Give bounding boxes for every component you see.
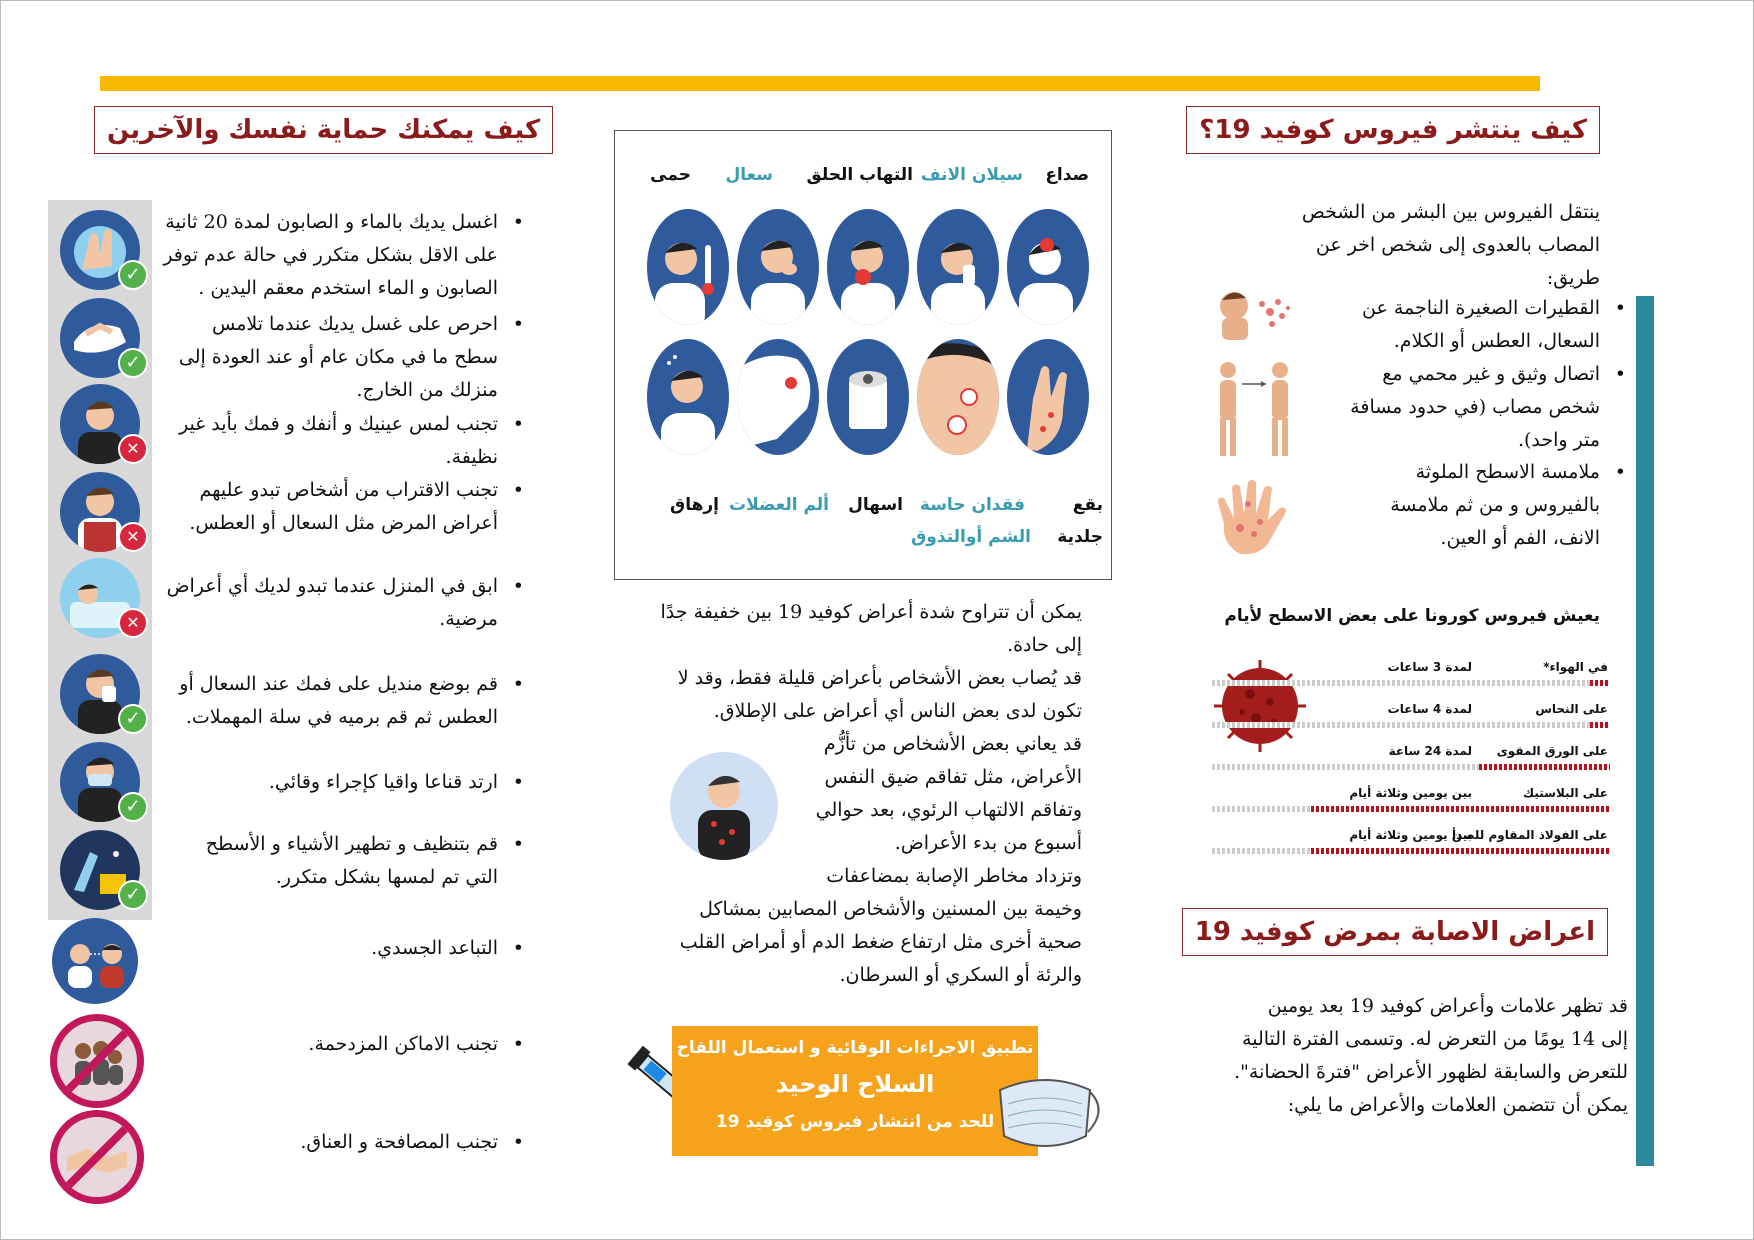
survival-surface-label: في الهواء*	[1543, 660, 1608, 674]
sore-throat-icon	[827, 209, 909, 325]
avoid-crowds-icon	[50, 1014, 144, 1108]
symptoms-title: اعراض الاصابة بمرض كوفيد 19	[1182, 908, 1608, 956]
cross-icon: ✕	[118, 522, 148, 552]
survival-bar-fill	[1479, 764, 1610, 770]
accent-bar	[100, 76, 1540, 91]
teal-side-bar	[1636, 296, 1654, 1166]
headache-icon	[1007, 209, 1089, 325]
check-icon: ✓	[118, 792, 148, 822]
list-item: • قم بوضع منديل على فمك عند السعال أو العطس ثم قم برميه في سلة المهملات.	[138, 668, 498, 734]
list-item: • ابق في المنزل عندما تبدو لديك أي أعراض مرضية.	[138, 570, 498, 636]
symptom-label-loss-smell-2: الشم أوالتذوق	[911, 527, 1031, 547]
diarrhea-icon	[827, 339, 909, 455]
check-icon: ✓	[118, 348, 148, 378]
cross-icon: ✕	[118, 434, 148, 464]
survival-surface-label: على النحاس	[1535, 702, 1608, 716]
spread-title: كيف ينتشر فيروس كوفيد 19؟	[1186, 106, 1600, 154]
cross-icon: ✕	[118, 608, 148, 638]
symptom-label-skin-spots-2: جلدية	[1057, 527, 1103, 547]
contaminated-hand-icon	[1210, 474, 1294, 558]
fatigue-icon	[647, 339, 729, 455]
survival-duration-label: لمدة 24 ساعة	[1388, 744, 1472, 758]
list-item: • التباعد الجسدي.	[138, 932, 498, 965]
symptom-label-loss-smell: فقدان حاسة	[919, 495, 1025, 515]
survival-surface-label: على الورق المقوى	[1496, 744, 1608, 758]
survival-title: يعيش فيروس كورونا على بعض الاسطح لأيام	[1224, 606, 1600, 626]
list-item: • تجنب الاماكن المزدحمة.	[138, 1028, 498, 1061]
face-mask-icon	[990, 1070, 1110, 1160]
list-item: • اتصال وثيق و غير محمي مع شخص مصاب (في حدود مسافة متر واحد).	[1310, 358, 1600, 457]
survival-bar-fill	[1590, 680, 1610, 686]
survival-duration-label: بين يومين وثلاثة أيام	[1349, 786, 1472, 800]
list-item: • ملامسة الاسطح الملوثة بالفيروس و من ثم ملامسة الانف، الفم أو العين.	[1310, 456, 1600, 555]
symptoms-infographic	[614, 130, 1112, 580]
survival-duration-label: بين يومين وثلاثة أيام	[1349, 828, 1472, 842]
symptom-label-muscle-pain: ألم العضلات	[728, 495, 829, 515]
symptom-label-skin-spots: بقع	[1072, 495, 1103, 515]
survival-duration-label: لمدة 4 ساعات	[1387, 702, 1472, 716]
people-distance-icon	[1210, 360, 1300, 460]
muscle-pain-icon	[737, 339, 819, 455]
check-icon: ✓	[118, 704, 148, 734]
fever-icon	[647, 209, 729, 325]
list-item: • تجنب الاقتراب من أشخاص تبدو عليهم أعراض المرض مثل السعال أو العطس.	[138, 474, 498, 540]
symptom-label-fever: حمى	[650, 165, 691, 185]
survival-bar-fill	[1590, 722, 1610, 728]
check-icon: ✓	[118, 880, 148, 910]
physical-distancing-icon	[52, 918, 138, 1004]
check-icon: ✓	[118, 260, 148, 290]
protection-title: كيف يمكنك حماية نفسك والآخرين	[94, 106, 553, 154]
skin-rash-icon	[1007, 339, 1089, 455]
loss-of-smell-taste-icon	[917, 339, 999, 455]
survival-surface-label: على البلاستيك	[1523, 786, 1608, 800]
vaccine-banner: تطبيق الاجراءات الوقائية و استعمال اللقاح السلاح الوحيد للحد من انتشار فيروس كوفيد 19	[672, 1026, 1038, 1156]
symptom-label-diarrhea: اسهال	[848, 495, 903, 515]
survival-bar-fill	[1311, 806, 1610, 812]
severity-text: يمكن أن تتراوح شدة أعراض كوفيد 19 بين خفيفة جدًا إلى حادة. قد يُصاب بعض الأشخاص بأعراض قليلة فقط، وقد لا تكون لدى بعض الناس أي أعراض على الإطلاق. قد يعاني بعض الأشخاص من تأزُّم الأعراض، مثل تفاقم ضيق النفس وتفاقم الالتهاب الرئوي، بعد حوالي أسبوع من بدء الأعراض. وتزداد مخاطر الإصابة بمضاعفات وخيمة بين المسنين والأشخاص المصابين بمشاكل صحية أخرى مثل ارتفاع ضغط الدم أو أمراض القلب والرئة أو السكري أو السرطان.	[660, 601, 1082, 986]
cough-icon	[737, 209, 819, 325]
list-item: • احرص على غسل يديك عندما تلامس سطح ما في مكان عام أو عند العودة إلى منزلك من الخارج.	[138, 308, 498, 407]
list-item: • اغسل يديك بالماء و الصابون لمدة 20 ثانية على الاقل بشكل متكرر في حالة عدم توفر الصابون و الماء استخدم معقم اليدين .	[138, 206, 498, 305]
spread-intro: ينتقل الفيروس بين البشر من الشخص المصاب بالعدوى إلى شخص اخر عن طريق:	[1301, 201, 1600, 289]
list-item: • قم بتنظيف و تطهير الأشياء و الأسطح التي تم لمسها بشكل متكرر.	[138, 828, 498, 894]
symptom-label-runny-nose: سيلان الانف	[920, 165, 1023, 185]
symptom-label-sore-throat: التهاب الحلق	[806, 165, 913, 185]
survival-bar-track	[1212, 722, 1610, 728]
survival-duration-label: لمدة 3 ساعات	[1387, 660, 1472, 674]
survival-surface-label: على الفولاذ المقاوم للصدأ	[1452, 828, 1608, 842]
list-item: • ارتد قناعا واقيا كإجراء وقائي.	[138, 766, 498, 799]
no-handshake-icon	[50, 1110, 144, 1204]
symptom-label-fatigue: إرهاق	[670, 495, 719, 515]
list-item: • تجنب المصافحة و العناق.	[138, 1126, 498, 1159]
runny-nose-icon	[917, 209, 999, 325]
list-item: • تجنب لمس عينيك و أنفك و فمك بأيد غير نظيفة.	[138, 408, 498, 474]
symptom-label-headache: صداع	[1045, 165, 1089, 185]
list-item: • القطيرات الصغيرة الناجمة عن السعال، العطس أو الكلام.	[1310, 292, 1600, 358]
sick-person-icon	[670, 752, 778, 860]
sneeze-icon	[1212, 286, 1296, 342]
symptom-label-cough: سعال	[725, 165, 773, 185]
survival-bar-track	[1212, 680, 1610, 686]
survival-bar-fill	[1311, 848, 1610, 854]
symptoms-intro: قد تظهر علامات وأعراض كوفيد 19 بعد يومين إلى 14 يومًا من التعرض له. وتسمى الفترة التالية للتعرض والسابقة لظهور الأعراض "فترةَ الحضانة". يمكن أن تتضمن العلامات والأعراض ما يلي:	[1234, 995, 1628, 1116]
